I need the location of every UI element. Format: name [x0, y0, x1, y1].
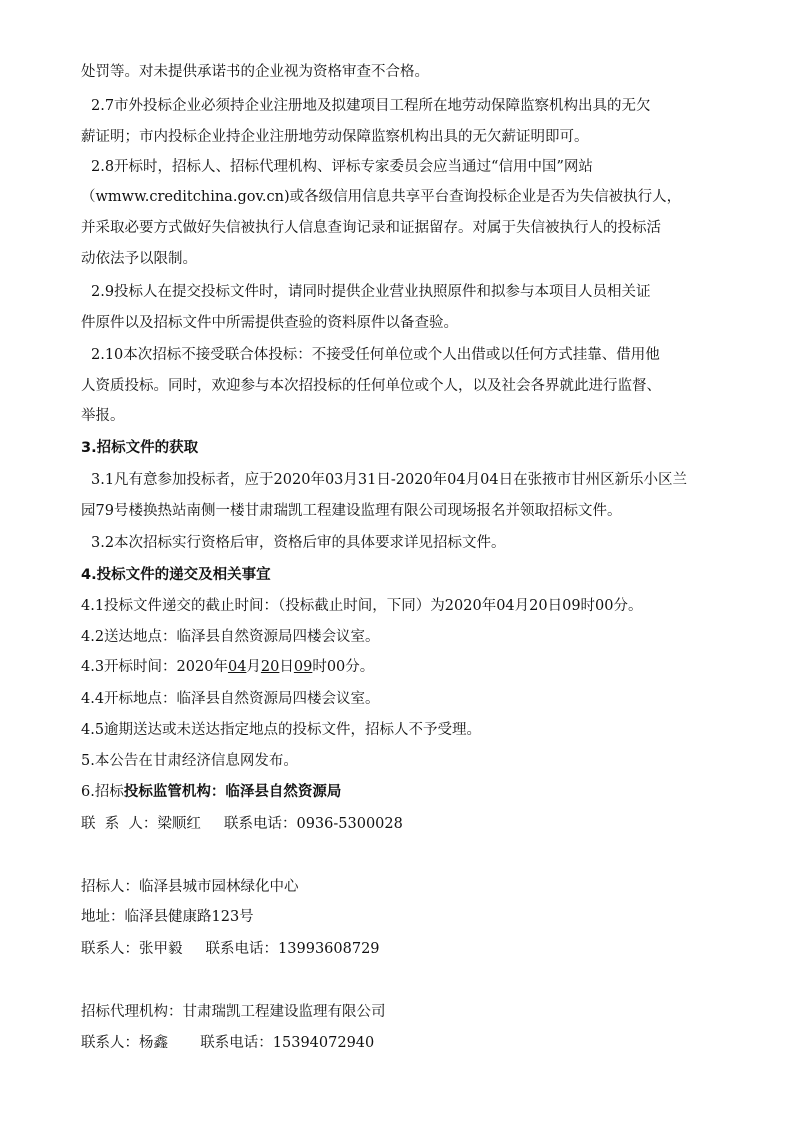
open-time-day: 20 [260, 659, 280, 675]
text-line: 4.2送达地点：临泽县自然资源局四楼会议室。 [81, 629, 380, 645]
supervisor-prefix: 6.招标 [81, 784, 124, 800]
tenderer-name: 招标人：临泽县城市园林绿化中心 [81, 879, 299, 895]
text-line: 2.8开标时，招标人、招标代理机构、评标专家委员会应当通过“信用中国”网站 [91, 159, 593, 175]
open-time-day-unit: 日 [279, 659, 294, 675]
text-line: 件原件以及招标文件中所需提供查验的资料原件以备查验。 [81, 315, 458, 331]
supervisor-line [81, 782, 341, 802]
text-line: 4.4开标地点：临泽县自然资源局四楼会议室。 [81, 691, 380, 707]
tenderer-contact: 联系人：张甲毅 联系电话：13993608729 [81, 941, 380, 957]
supervisor-name: 投标监管机构：临泽县自然资源局 [123, 784, 342, 800]
agency-contact: 联系人：杨鑫 联系电话：15394072940 [81, 1035, 375, 1051]
text-line: 举报。 [81, 408, 125, 424]
open-time-month: 04 [227, 659, 247, 675]
text-line: （wmww.creditchina.gov.cn)或各级信用信息共享平台查询投标企业是否为失信被执行人， [81, 189, 682, 205]
text-line: 4.1投标文件递交的截止时间：（投标截止时间，下同）为2020年04月20日09时00分。 [81, 598, 643, 614]
text-line: 3.2本次招标实行资格后审，资格后审的具体要求详见招标文件。 [91, 535, 506, 551]
text-line: 5.本公告在甘肃经济信息网发布。 [81, 753, 298, 769]
text-line: 3.1凡有意参加投标者，应于2020年03月31日-2020年04月04日在张掖市甘州区新乐小区兰 [91, 472, 688, 488]
section-heading: 3.招标文件的获取 [81, 440, 199, 456]
tenderer-address: 地址：临泽县健康路123号 [81, 909, 254, 925]
section-heading: 4.投标文件的递交及相关事宜 [81, 567, 271, 583]
text-line: 动依法予以限制。 [81, 251, 197, 267]
text-line: 薪证明；市内投标企业持企业注册地劳动保障监察机构出具的无欠薪证明即可。 [81, 129, 589, 145]
contact-line: 联 系 人：梁顺红 联系电话：0936-5300028 [81, 816, 403, 832]
text-line: 2.9投标人在提交投标文件时，请同时提供企业营业执照原件和拟参与本项目人员相关证 [91, 284, 651, 300]
text-line: 2.10本次招标不接受联合体投标：不接受任何单位或个人出借或以任何方式挂靠、借用他 [91, 347, 660, 363]
text-line: 2.7市外投标企业必须持企业注册地及拟建项目工程所在地劳动保障监察机构出具的无欠 [91, 98, 651, 114]
agency-name: 招标代理机构：甘肃瑞凯工程建设监理有限公司 [81, 1004, 386, 1020]
open-time-prefix: 4.3开标时间：2020年 [81, 659, 228, 675]
open-time-hour: 09 [293, 659, 313, 675]
text-line: 处罚等。对未提供承诺书的企业视为资格审查不合格。 [81, 64, 429, 80]
text-line: 并采取必要方式做好失信被执行人信息查询记录和证据留存。对属于失信被执行人的投标活 [81, 220, 661, 236]
open-time-rest: 时00分。 [312, 659, 375, 675]
text-line: 人资质投标。同时，欢迎参与本次招投标的任何单位或个人，以及社会各界就此进行监督、 [81, 378, 661, 394]
text-line: 4.5逾期送达或未送达指定地点的投标文件，招标人不予受理。 [81, 722, 482, 738]
open-time-line [81, 657, 374, 677]
open-time-month-unit: 月 [246, 659, 261, 675]
text-line: 园79号楼换热站南侧一楼甘肃瑞凯工程建设监理有限公司现场报名并领取招标文件。 [81, 503, 622, 519]
